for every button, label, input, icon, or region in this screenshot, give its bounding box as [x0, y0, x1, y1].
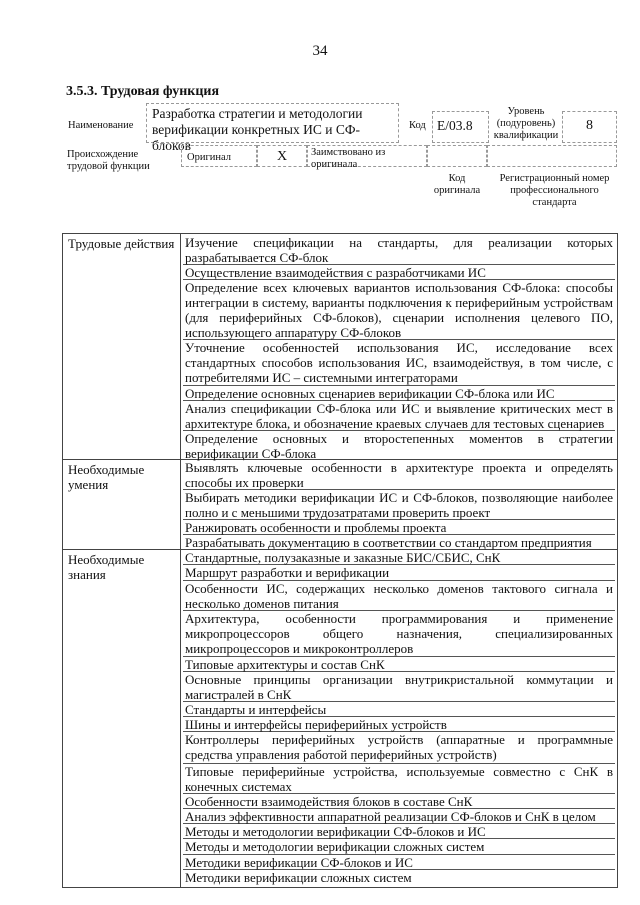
row-text: Определение основных и второстепенных моментов в стратегии верификации СФ-блока: [185, 431, 613, 461]
table-row: [183, 581, 615, 611]
row-text: Изучение спецификации на стандарты, для реализации которых разрабатывается СФ-блок: [185, 235, 613, 265]
page-number: 34: [312, 43, 328, 59]
table-row: [183, 535, 615, 549]
row-text: Контроллеры периферийных устройств (аппаратные и программные средства управления работой периферийных устройств): [185, 732, 613, 762]
table-row: [183, 340, 615, 386]
row-text: Методы и методологии верификации СФ-блоков и ИС: [185, 824, 486, 839]
table-row: [183, 386, 615, 401]
row-text: Анализ эффективности аппаратной реализации СФ-блоков и СнК в целом: [185, 809, 596, 824]
row-text: Особенности ИС, содержащих несколько доменов тактового сигнала и несколько доменов питания: [185, 581, 613, 611]
reg-number-label: Регистрационный номер профессионального стандарта: [499, 173, 610, 208]
table-row: [183, 732, 615, 764]
name-value: [146, 103, 399, 153]
table-row: [183, 672, 615, 702]
table-row: [183, 794, 615, 809]
row-text: Типовые архитектуры и состав СнК: [185, 657, 385, 672]
row-text: Стандарты и интерфейсы: [185, 702, 327, 717]
reg-number-box: [487, 145, 617, 167]
level-value: [562, 111, 617, 143]
original-cell: [181, 145, 257, 167]
table-row: [183, 460, 615, 490]
row-text: Определение основных сценариев верификации СФ-блока или ИС: [185, 386, 555, 401]
table-row: [183, 717, 615, 732]
table-row: [183, 764, 615, 794]
row-text: Стандартные, полузаказные и заказные БИС/СБИС, СнК: [185, 550, 501, 565]
table-row: [183, 657, 615, 672]
row-text: Типовые периферийные устройства, используемые совместно с СнК в конечных системах: [185, 764, 613, 794]
table-row: [183, 870, 615, 887]
table-row: [183, 401, 615, 431]
row-text: Маршрут разработки и верификации: [185, 565, 390, 580]
level-value-text: 8: [586, 118, 593, 133]
origin-label: Происхождение трудовой функции: [67, 149, 150, 172]
table-row: [183, 280, 615, 340]
code-value: [432, 111, 489, 143]
name-value-text: Разработка стратегии и методологии верификации конкретных ИС и СФ-блоков: [152, 106, 363, 153]
code-value-text: E/03.8: [437, 118, 473, 133]
original-mark-cell: [257, 145, 307, 167]
table-row: [183, 490, 615, 520]
table-column-divider: [180, 233, 181, 888]
row-text: Выбирать методики верификации ИС и СФ-блоков, позволяющие наиболее полно и с меньшими трудозатратами проверить проект: [185, 490, 613, 520]
row-text: Выявлять ключевые особенности в архитектуре проекта и определять способы их проверки: [185, 460, 613, 490]
table-row: [183, 611, 615, 657]
borrowed-label: Заимствовано из оригинала: [311, 147, 386, 170]
code-label: Код: [409, 120, 426, 131]
orig-code-label: Код оригинала: [433, 173, 481, 196]
table-row: [183, 550, 615, 565]
label-required-knowledge: Необходимые знания: [68, 552, 145, 582]
table-row: [183, 839, 615, 855]
table-row: [183, 824, 615, 839]
table-row: [183, 235, 615, 265]
table-row: [183, 431, 615, 459]
table-row: [183, 855, 615, 870]
row-text: Методики верификации сложных систем: [185, 870, 412, 885]
table-row: [183, 265, 615, 280]
row-text: Особенности взаимодействия блоков в составе СнК: [185, 794, 473, 809]
table-row: [183, 565, 615, 581]
borrowed-cell: [307, 145, 427, 170]
table-row: [183, 702, 615, 717]
section-title: 3.5.3. Трудовая функция: [66, 84, 220, 99]
table-row: [183, 809, 615, 824]
row-text: Основные принципы организации внутрикристальной коммутации и магистралей в СнК: [185, 672, 613, 702]
label-required-skills: Необходимые умения: [68, 462, 145, 492]
row-text: Ранжировать особенности и проблемы проекта: [185, 520, 447, 535]
row-text: Разрабатывать документацию в соответствии со стандартом предприятия: [185, 535, 592, 550]
row-text: Анализ спецификации СФ-блока или ИС и выявление критических мест в архитектуре блока, и обозначение краевых случаев для тестовых сценариев: [185, 401, 613, 431]
row-text: Шины и интерфейсы периферийных устройств: [185, 717, 447, 732]
level-label: Уровень (подуровень) квалификации: [493, 106, 559, 141]
original-mark: X: [276, 149, 288, 164]
table-row: [183, 520, 615, 535]
row-text: Осуществление взаимодействия с разработчиками ИС: [185, 265, 486, 280]
row-text: Уточнение особенностей использования ИС, исследование всех стандартных способов использования ИС, взаимодействуя, в том числе, с потребителями ИС – системными интеграторами: [185, 340, 613, 385]
name-label: Наименование: [68, 120, 134, 131]
orig-code-box: [427, 145, 487, 167]
row-text: Архитектура, особенности программирования и применение микропроцессоров общего назначения, специализированных микропроцессоров и микроконтроллеров: [185, 611, 613, 656]
row-text: Методы и методологии верификации сложных систем: [185, 839, 485, 854]
row-text: Методики верификации СФ-блоков и ИС: [185, 855, 413, 870]
label-labor-actions: Трудовые действия: [68, 236, 175, 251]
original-label: Оригинал: [187, 152, 231, 163]
row-text: Определение всех ключевых вариантов использования СФ-блока: способы интеграции в систему, варианты подключения к периферийным устройствам (для периферийных СФ-блоков), сценарии исполнения целевого ПО, использующего аппаратуру СФ-блоков: [185, 280, 613, 340]
